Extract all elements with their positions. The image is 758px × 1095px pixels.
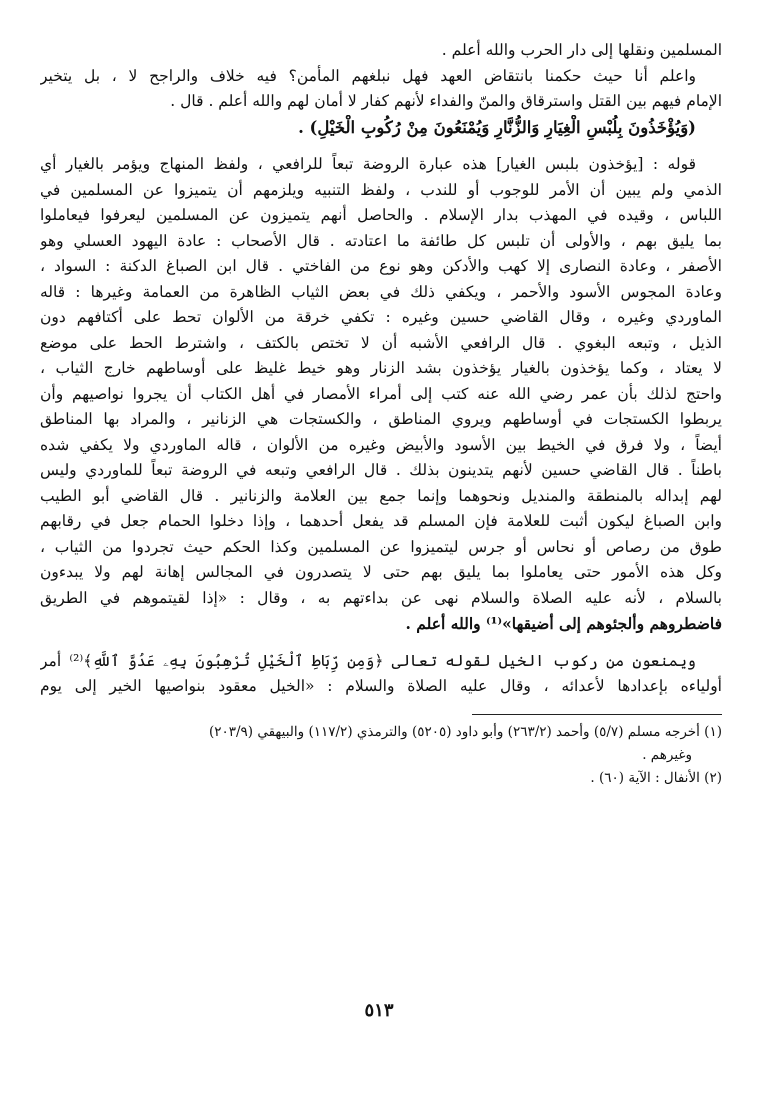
text-line: بالسلام ، لأنه عليه الصلاة والسلام نهى عن بداءتهم به ، وقال : «إذا لقيتموهم في الطريق — [40, 588, 722, 607]
text-line: الأصفر ، وعادة النصارى إلا كهب والأدكن وهو نوع من الفاختي . قال ابن الصباغ الدكنة : السواد ، — [40, 257, 722, 275]
footnote-1-continuation: وغيرهم . — [642, 746, 692, 763]
text-line: اللباس ، وقيده في المهذب بدار الإسلام . والحاصل أنهم يتميزون عن المسلمين ليعرفوا فيعاملوا — [40, 206, 722, 224]
text-line: ويمنعون من ركوب الخيل لقوله تعالى ﴿وَمِن رِّبَاطِ ٱلْخَيْلِ تُرْهِبُونَ بِهِۦ عَدُوَّ ٱللَّهِ﴾⁽²⁾ أمر — [40, 651, 696, 670]
text-line: لا يعتاد ، وكما يؤخذون بالغيار يؤخذون بشد الزنار وهو خيط غليظ على أوساطهم خارج الثياب ، — [40, 359, 722, 377]
text-line: وابن الصباغ ليكون أثبت للعلامة فإن المسلم قد يفعل أحدهما ، وإذا دخلوا الحمام جعل في رقابهم — [40, 512, 722, 530]
text-line: أيضاً ، ولا فرق في الخيط بين الأسود والأبيض وغيره من الألوان ، قاله الماوردي ولا يكفي شده — [40, 435, 722, 454]
footnote-2: (٢) الأنفال : الآية (٦٠) . — [590, 769, 722, 786]
footnote-separator — [472, 714, 722, 715]
text-line: الذيل ، وتبعه البغوي . قال الرافعي الأشبه أن لا تختص بالكتف ، واشترط الحط على موضع — [40, 333, 722, 352]
page-number: ٥١٣ — [364, 1000, 394, 1021]
text-line: الإمام فيهم بين القتل واسترقاق والمنّ والفداء لأنهم كفار لا أمان لهم والله أعلم . قال . — [170, 92, 722, 110]
text-line: لهم إبداله بالمنطقة والمنديل ونحوهما وإنما جمع بين العلامة والزنانير . قال القاضي أبو الطيب — [40, 486, 722, 505]
spacer — [40, 637, 722, 649]
text-line: واحتج لذلك بأن عمر رضي الله عنه كتب إلى أمراء الأمصار في أهل الكتاب أن يجروا نواصيهم وأن — [40, 384, 722, 403]
matn-verse-line: (وَيُؤْخَذُونَ بِلُبْسِ الْغِيَارِ وَالزُّنَّارِ وَيُمْنَعُونَ مِنْ رُكُوبِ الْخَيْلِ) . — [298, 117, 696, 137]
footnote-1: (١) أخرجه مسلم (٥/٧) وأحمد (٢٦٣/٢) وأبو داود (٥٢٠٥) والترمذي (١١٧/٢) والبيهقي (٢٠٣/٩) — [208, 723, 722, 740]
text-line: باطناً . قال القاضي حسين لأنهم يتدينون بذلك . قال الرافعي وتبعه في الروضة تبعاً للماوردي وليس — [40, 461, 722, 479]
document-page — [40, 38, 722, 1068]
text-line: وكل هذه الأمور حتى يعاملوا بما يليق بهم حتى لا يتصدرون في المجالس إهانة لهم ولا يبدءون — [40, 563, 722, 581]
text-line: بما يليق بهم ، والأولى أن تلبس كل طائفة ما اعتادته . قال الأصحاب : عادة اليهود العسلي وهو — [40, 231, 722, 250]
text-line: أولياءه بإعدادها لأعدائه ، وقال عليه الصلاة والسلام : «الخيل معقود بنواصيها الخير إلى يوم — [40, 677, 722, 695]
text-line: الذمي ولم يبين أن الأمر للوجوب أو للندب ، ولفظ التنبيه ويلزمهم أن يتميزوا عن المسلمين في — [40, 180, 722, 199]
text-line: الماوردي وغيره ، وقال القاضي حسين وغيره : تكفي خرقة من الألوان تحط على أكتافهم دون — [40, 308, 722, 326]
text-line: يربطوا الكستجات في أوساطهم ويروي المناطق ، والكستجات هي الزنانير ، والمراد بها المناطق — [40, 410, 722, 428]
text-line: المسلمين ونقلها إلى دار الحرب والله أعلم . — [441, 41, 722, 59]
text-line: طوق من رصاص أو نحاس أو جرس ليتميزوا عن المسلمين وكذا الحكم حيث تجردوا من الثياب ، — [40, 537, 722, 556]
text-line: واعلم أنا حيث حكمنا بانتقاض العهد فهل نبلغهم المأمن؟ فيه خلاف والراجح لا ، بل يتخير — [40, 66, 696, 85]
text-line: وعادة المجوس الأسود والأحمر ، ويكفي ذلك في بعض الثياب الظاهرة من العمامة وغيرها : قاله — [40, 282, 722, 301]
text-line: قوله : [يؤخذون بلبس الغيار] هذه عبارة الروضة تبعاً للرافعي ، ولفظ المنهاج ويؤمر بالغيار أي — [40, 155, 696, 173]
spacer — [40, 140, 722, 152]
hadith-line: فاضطروهم وألجئوهم إلى أضيقها»⁽¹⁾ والله أعلم . — [405, 614, 722, 633]
